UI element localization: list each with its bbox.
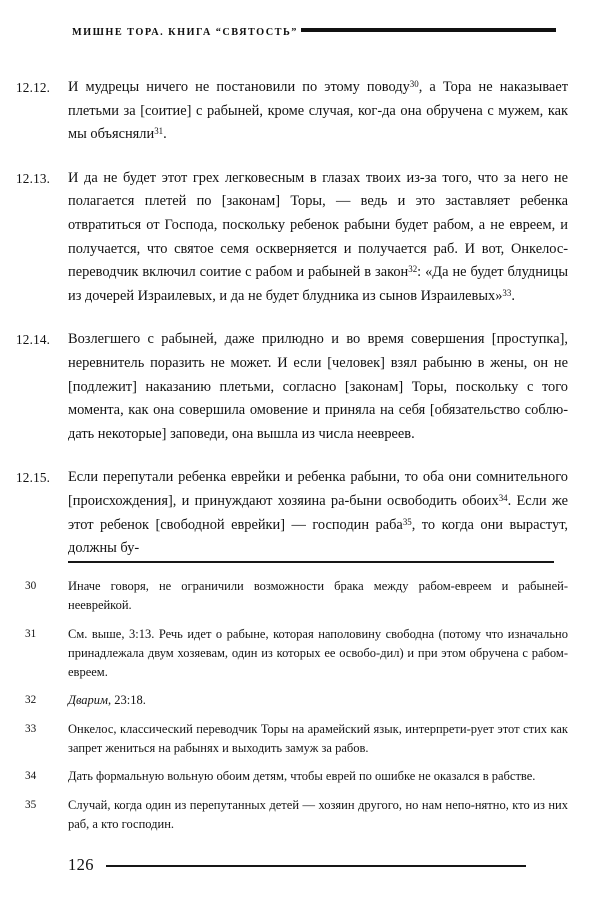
footnote-number: 32 [25, 694, 37, 707]
section-number: 12.13. [16, 170, 51, 186]
footnotes-block [16, 577, 568, 834]
section-text: Если перепутали ребенка еврейки и ребенка рабыни, то оба они сомнительного [происхождения], и принуждают хозяина ра-быни освободить обоих$^{34}$. Если же этот ребенок [свободной еврейки] — господин раба$^{35}$, то когда они вырастут, должны бу- [68, 469, 569, 557]
footnote-number: 35 [25, 798, 37, 811]
footnote-number: 33 [25, 722, 37, 735]
footnote-text: См. выше, 3:13. Речь идет о рабыне, которая наполовину свободна (потому что изначально принадлежала двум хозяевам, один из которых ее освобо-дил) и при этом обручена с рабом-евреем. [68, 626, 568, 680]
footnote-item [16, 767, 568, 786]
footnote-text: Случай, когда один из перепутанных детей — хозяин другого, но нам непо-нятно, кто из них раб, а кто господин. [68, 797, 568, 831]
running-head [72, 27, 556, 47]
running-head-rule [301, 28, 556, 32]
footnote-text: Иначе говоря, не ограничили возможности брака между рабом-евреем и рабыней-нееврейкой. [68, 579, 568, 613]
footer-rule [106, 865, 526, 867]
section-number: 12.15. [16, 470, 51, 486]
footnote-text: Дать формальную вольную обоим детям, чтобы еврей по ошибке не оказался в рабстве. [68, 769, 536, 784]
footnote-item [16, 720, 568, 759]
footnote-separator-rule [68, 561, 554, 563]
footnote-number: 31 [25, 627, 37, 640]
body-text-block [16, 76, 568, 561]
footnote-number: 34 [25, 770, 37, 783]
footnote-item [16, 796, 568, 835]
footnote-item [16, 625, 568, 683]
section-block [16, 466, 568, 560]
footnote-item [16, 691, 568, 710]
section-block [16, 167, 568, 309]
page-footer [68, 855, 568, 875]
section-block [16, 328, 568, 446]
footnote-item [16, 577, 568, 616]
footnote-text: Дварим, 23:18. [68, 693, 146, 708]
footnote-text: Онкелос, классический переводчик Торы на арамейский язык, интерпрети-рует этот стих как запрет жениться на рабынях и выходить замуж за рабов. [68, 721, 568, 756]
section-text: И мудрецы ничего не постановили по этому поводу$^{30}$, а Тора не наказывает плетьми за [соитие] с рабыней, кроме случая, ког-да она обручена с мужем, как мы объясняли$^{31}$. [68, 78, 568, 143]
page-number: 126 [68, 855, 94, 874]
footnote-number: 30 [25, 580, 37, 592]
section-text: И да не будет этот грех легковесным в глазах твоих из-за того, что за него не полагается плетей по [законам] Торы, — ведь и это заставляет ребенка отвратиться от Господа, поскольку ребенок рабыни будет рабом, а не евреем, и получается, что святое семя оскверняется и получается раб. И вот, Онкелос-переводчик включил соитие с рабом и рабыней в закон$^{32}$: «Да не будет блудницы из дочерей Израилевых, и да не будет блудника из сынов Израилевых»$^{33}$. [68, 169, 568, 304]
section-number: 12.12. [16, 80, 51, 95]
running-head-title: МИШНЕ ТОРА. КНИГА “СВЯТОСТЬ” [72, 27, 298, 38]
section-text: Возлегшего с рабыней, даже прилюдно и во время совершения [проступка], неревнитель поразить не может. И если [человек] взял рабыню в жены, он не [подлежит] наказанию плетьми, согласно [законам] Торы, поскольку с того момента, как она совершила омовение и приняла на себя [обязательство соблю-дать некоторые] заповеди, она вышла из числа неевреев. [68, 331, 568, 442]
section-block [16, 76, 568, 147]
section-number: 12.14. [16, 332, 51, 348]
